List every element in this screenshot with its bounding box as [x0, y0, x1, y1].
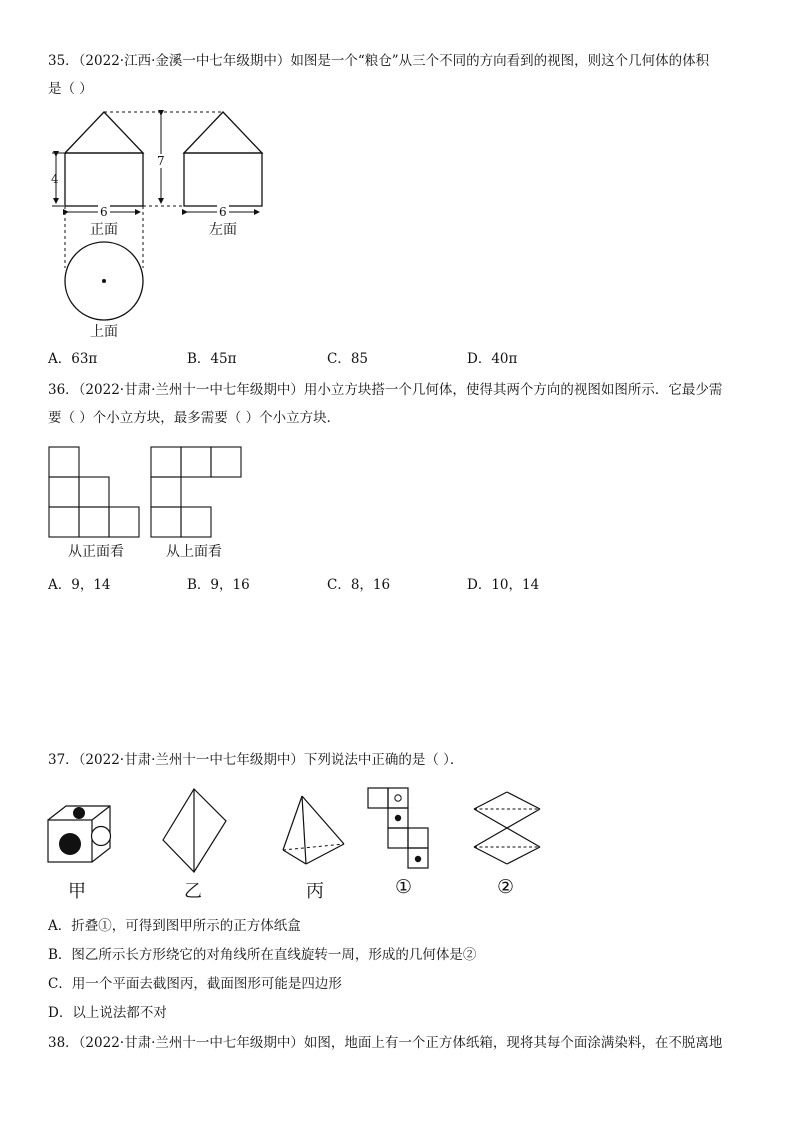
q36-stem-line2: 要（ ）个小立方块，最多需要（ ）个小立方块．	[48, 410, 341, 426]
q36-option-b: B．9，16	[187, 577, 250, 593]
dim-height-4: 4	[51, 172, 59, 186]
q36-label-front: 从正面看	[68, 544, 124, 560]
q35-option-a: A．63π	[48, 351, 98, 367]
q35-stem-line1: 35．（2022·江西·金溪一中七年级期中）如图是一个“粮仓”从三个不同的方向看到的视图，则这个几何体的体积	[48, 53, 710, 69]
q37-figure-jia-cube	[44, 800, 124, 870]
label-top-view: 上面	[90, 324, 118, 340]
q35-three-view-figure	[48, 108, 278, 343]
top-view	[65, 242, 143, 320]
q37-option-d: D．以上说法都不对	[48, 1005, 167, 1021]
q36-stem-line1: 36．（2022·甘肃·兰州十一中七年级期中）用小立方块搭一个几何体，使得其两个方向的视图如图所示．它最少需	[48, 382, 723, 398]
dim-height-7: 7	[157, 154, 165, 168]
q38-stem-line1: 38．（2022·甘肃·兰州十一中七年级期中）如图，地面上有一个正方体纸箱，现将其每个面涂满染料，在不脱离地	[48, 1035, 723, 1051]
q36-top-view-grid	[150, 446, 246, 540]
left-view	[184, 112, 262, 206]
q37-option-b: B．图乙所示长方形绕它的对角线所在直线旋转一周，形成的几何体是②	[48, 947, 477, 963]
q37-figure-bing-pyramid	[278, 792, 350, 868]
q37-label-jia: 甲	[68, 881, 86, 902]
q35-option-c: C．85	[327, 351, 369, 367]
q36-label-top: 从上面看	[166, 544, 222, 560]
label-left-view: 左面	[209, 222, 237, 238]
q37-option-c: C．用一个平面去截图丙，截面图形可能是四边形	[48, 976, 342, 992]
q36-option-c: C．8，16	[327, 577, 391, 593]
q37-label-1: ①	[395, 876, 413, 898]
q37-label-bing: 丙	[306, 881, 324, 902]
q35-stem-line2: 是（ ）	[48, 81, 93, 97]
label-front-view: 正面	[90, 222, 118, 238]
q36-front-view-grid	[48, 446, 144, 540]
dim-width-left: 6	[219, 205, 227, 219]
q37-label-yi: 乙	[184, 881, 202, 902]
q37-figure-2-double-cone	[470, 788, 546, 870]
q37-option-a: A．折叠①，可得到图甲所示的正方体纸盒	[48, 918, 301, 934]
q36-option-d: D．10，14	[467, 577, 540, 593]
q37-figure-yi-rectangle	[160, 786, 230, 876]
q37-label-2: ②	[497, 876, 515, 898]
front-view	[65, 112, 143, 206]
q35-option-d: D．40π	[467, 351, 518, 367]
q37-figure-1-cube-net	[366, 786, 436, 872]
dim-width-front: 6	[100, 205, 108, 219]
q36-option-a: A．9，14	[48, 577, 111, 593]
q37-stem: 37．（2022·甘肃·兰州十一中七年级期中）下列说法中正确的是（ ）．	[48, 752, 464, 768]
q35-option-b: B．45π	[187, 351, 237, 367]
